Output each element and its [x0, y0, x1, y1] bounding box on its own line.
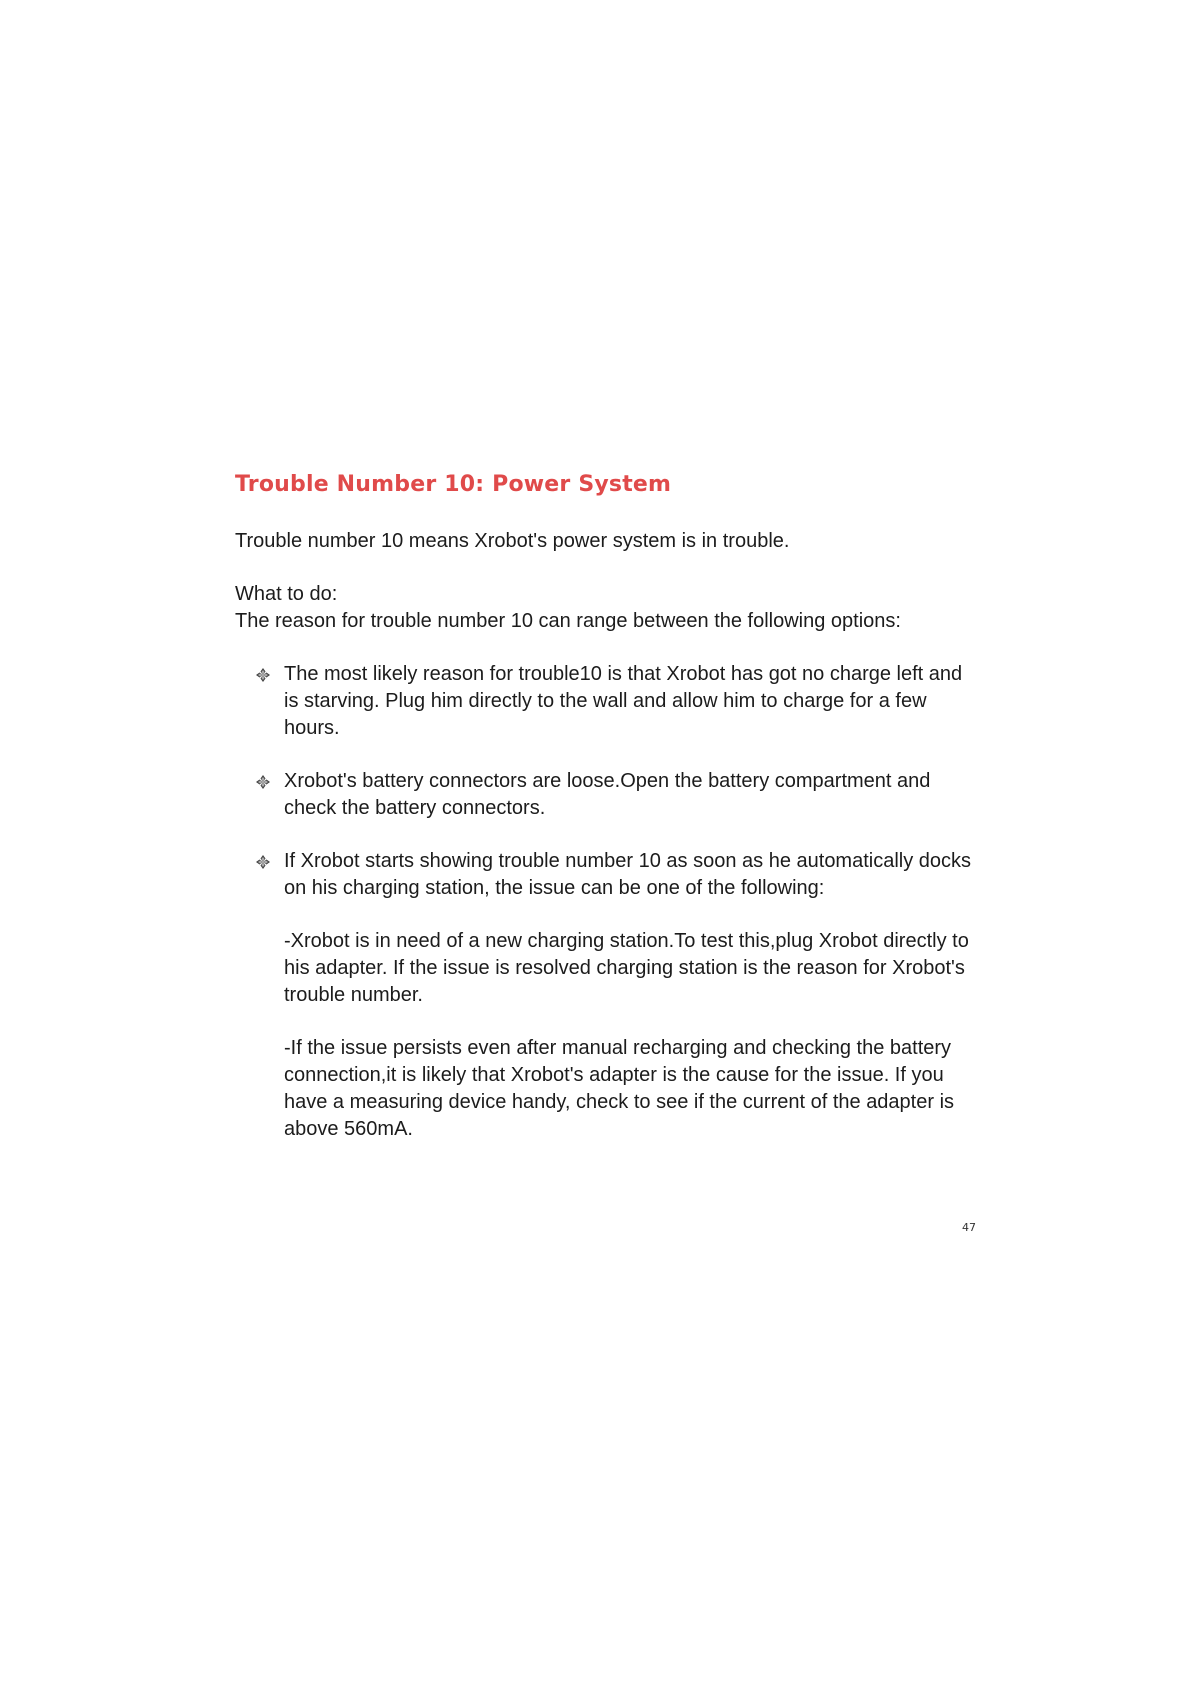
list-item [235, 848, 975, 902]
options-list [235, 661, 975, 902]
what-to-do-heading: What to do: [235, 583, 338, 605]
section-title: Trouble Number 10: Power System [235, 472, 672, 497]
four-diamond-bullet-icon [255, 667, 271, 683]
bullet-text: If Xrobot starts showing trouble number 10 as soon as he automatically docks on his charging station, the issue can be one of the following: [284, 850, 972, 899]
intro-paragraph: Trouble number 10 means Xrobot's power system is in trouble. [235, 530, 790, 552]
page-number: 47 [962, 1221, 976, 1234]
reason-paragraph: The reason for trouble number 10 can range between the following options: [235, 610, 901, 632]
bullet-text: Xrobot's battery connectors are loose.Open the battery compartment and check the battery connectors. [284, 770, 931, 819]
list-item [235, 768, 975, 822]
list-item [235, 661, 975, 742]
bullet-text: The most likely reason for trouble10 is that Xrobot has got no charge left and is starving. Plug him directly to the wall and allow him to charge for a few hours. [284, 663, 963, 739]
page-content [235, 470, 975, 1169]
four-diamond-bullet-icon [255, 854, 271, 870]
sub-item-adapter: -If the issue persists even after manual recharging and checking the battery connection,it is likely that Xrobot's adapter is the cause for the issue. If you have a measuring device handy, check to see if the current of the adapter is above 560mA. [284, 1037, 955, 1140]
sub-item-charging-station: -Xrobot is in need of a new charging station.To test this,plug Xrobot directly to his adapter. If the issue is resolved charging station is the reason for Xrobot's trouble number. [284, 930, 969, 1006]
four-diamond-bullet-icon [255, 774, 271, 790]
